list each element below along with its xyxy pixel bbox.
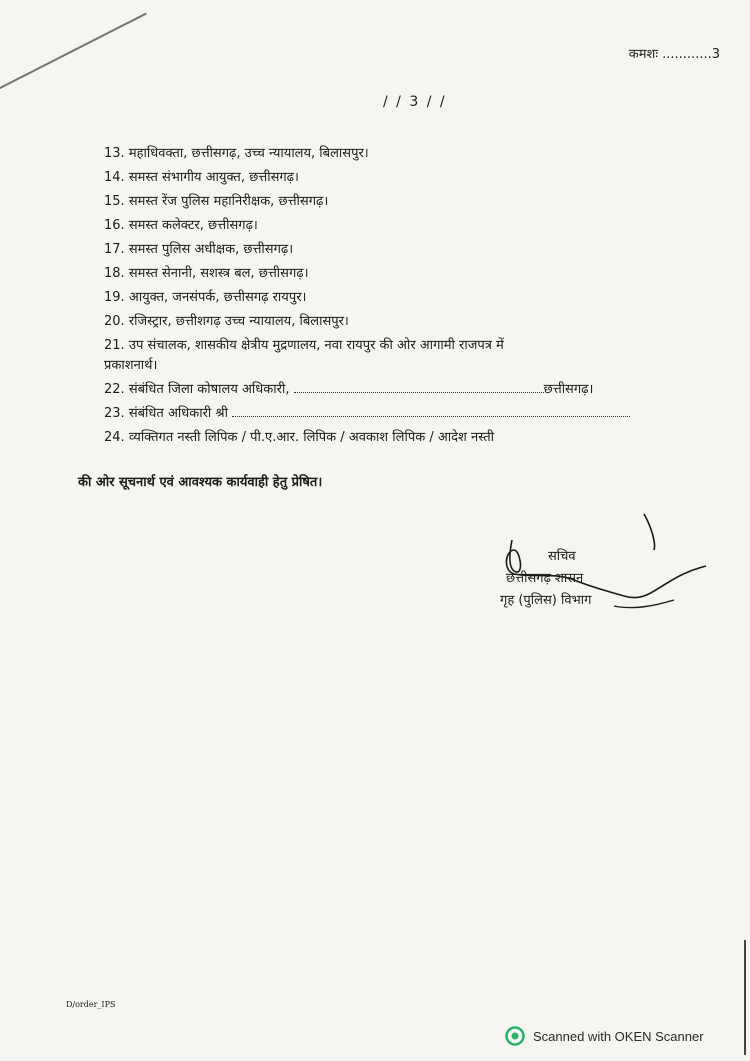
item-text: समस्त कलेक्टर, छत्तीसगढ़। [128,218,258,233]
item-number: 24. [104,430,125,445]
list-item [104,216,704,240]
item-number: 23. [104,406,125,421]
signature-block [500,546,591,612]
item-number: 15. [104,194,125,209]
list-item [104,192,704,216]
item-number: 20. [104,314,125,329]
item-text: समस्त पुलिस अधीक्षक, छत्तीसगढ़। [128,242,294,257]
item-text: आयुक्त, जनसंपर्क, छत्तीसगढ़ रायपुर। [128,290,307,305]
recipient-list [104,144,704,452]
list-item [104,240,704,264]
list-item [104,168,704,192]
item-number: 21. [104,338,125,353]
item-text: संबंधित जिला कोषालय अधिकारी, [128,382,290,397]
item-number: 16. [104,218,125,233]
item-number: 17. [104,242,125,257]
scan-edge-line [0,13,147,94]
item-text: संबंधित अधिकारी श्री [128,406,228,421]
oken-scanner-logo-icon [505,1026,525,1046]
item-suffix: छत्तीसगढ़। [543,382,594,397]
item-number: 18. [104,266,125,281]
blank-fill-line [232,404,630,417]
item-text: महाधिवक्ता, छत्तीसगढ़, उच्च न्यायालय, बिलासपुर। [128,146,369,161]
item-text: समस्त रेंज पुलिस महानिरीक्षक, छत्तीसगढ़। [128,194,329,209]
scanner-watermark [505,1026,704,1046]
item-text: उप संचालक, शासकीय क्षेत्रीय मुद्रणालय, नवा रायपुर की ओर आगामी राजपत्र में [128,338,504,353]
signatory-title: सचिव [548,549,576,564]
item-text: समस्त संभागीय आयुक्त, छत्तीसगढ़। [128,170,299,185]
item-number: 19. [104,290,125,305]
continuation-marker: कमशः ............3 [628,47,720,62]
list-item [104,264,704,288]
list-item [104,288,704,312]
item-number: 14. [104,170,125,185]
signatory-government: छत्तीसगढ़ शासन [506,571,584,586]
list-item [104,404,704,428]
list-item [104,312,704,336]
item-text: व्यक्तिगत नस्ती लिपिक / पी.ए.आर. लिपिक / अवकाश लिपिक / आदेश नस्ती [128,430,495,445]
scanner-watermark-text: Scanned with OKEN Scanner [533,1028,704,1044]
signatory-department: गृह (पुलिस) विभाग [500,593,592,608]
blank-fill-line [294,380,544,393]
list-item [104,380,704,404]
item-text: समस्त सेनानी, सशस्त्र बल, छत्तीसगढ़। [128,266,309,281]
list-item [104,144,704,168]
item-number: 22. [104,382,125,397]
item-text-continuation: प्रकाशनार्थ। [104,358,158,373]
page-number: / / 3 / / [383,94,447,110]
closing-line: की ओर सूचनार्थ एवं आवश्यक कार्यवाही हेतु प्रेषित। [78,475,323,490]
list-item [104,336,704,376]
list-item [104,428,704,452]
scan-edge-line [744,940,746,1055]
item-text: रजिस्ट्रार, छत्तीशगढ़ उच्च न्यायालय, बिलासपुर। [128,314,349,329]
document-code: D/order_IPS [66,1000,116,1009]
item-number: 13. [104,146,125,161]
